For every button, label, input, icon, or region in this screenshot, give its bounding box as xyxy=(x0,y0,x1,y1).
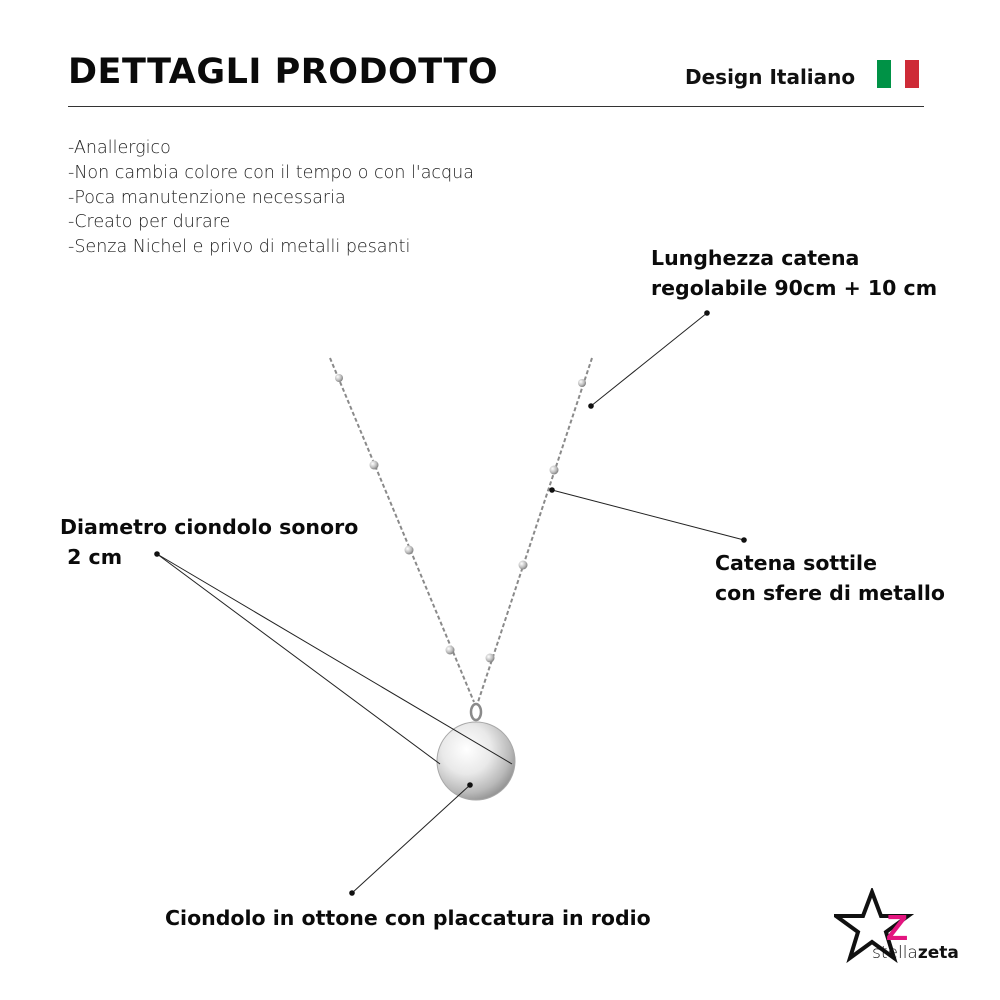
feature-item: -Anallergico xyxy=(68,138,171,158)
chain-length-line-2: regolabile 90cm + 10 cm xyxy=(651,276,938,300)
chain-bead xyxy=(335,374,343,382)
callout-line-chain xyxy=(552,490,744,540)
chain-bead xyxy=(370,461,379,470)
callout-dot xyxy=(349,890,355,896)
chain-type-line-1: Catena sottile xyxy=(715,551,877,575)
chain-type-label xyxy=(715,548,945,608)
chain-bead xyxy=(550,466,559,475)
chain-bead xyxy=(405,546,414,555)
chain-right xyxy=(478,358,592,702)
chain-bead xyxy=(486,654,495,663)
callout-line-diameter-bottom xyxy=(157,554,440,764)
feature-item: -Poca manutenzione necessaria xyxy=(68,187,346,208)
chain-length-line-1: Lunghezza catena xyxy=(651,246,860,270)
chain-length-label xyxy=(651,243,937,303)
stellazeta-logo xyxy=(834,888,964,968)
chain-bead xyxy=(446,646,455,655)
design-label: Design Italiano xyxy=(685,65,856,89)
feature-item: -Creato per durare xyxy=(68,212,231,233)
callout-dot xyxy=(549,487,555,493)
pendant-ball xyxy=(437,722,515,800)
callout-line-diameter-top xyxy=(157,554,512,764)
diameter-label xyxy=(60,512,358,572)
callout-line-pendant xyxy=(352,785,470,893)
callout-dot xyxy=(704,310,710,316)
logo-word-zeta: zeta xyxy=(917,943,959,963)
pendant-bail xyxy=(471,704,481,720)
callout-line-length xyxy=(591,313,707,406)
callout-dot xyxy=(467,782,473,788)
chain-type-line-2: con sfere di metallo xyxy=(715,581,946,605)
logo-wordmark xyxy=(872,943,959,963)
pendant-label: Ciondolo in ottone con placcatura in rodio xyxy=(165,906,651,930)
callout-dot xyxy=(588,403,594,409)
feature-item: -Non cambia colore con il tempo o con l'acqua xyxy=(68,162,474,183)
chain-bead xyxy=(578,379,586,387)
chain-bead xyxy=(519,561,528,570)
feature-item: -Senza Nichel e privo di metalli pesanti xyxy=(68,237,411,258)
diameter-line-1: Diametro ciondolo sonoro xyxy=(60,515,359,539)
page-title: DETTAGLI PRODOTTO xyxy=(68,52,499,92)
logo-letter-z: Z xyxy=(886,907,908,948)
callout-dot xyxy=(741,537,747,543)
logo-word-stella: stella xyxy=(872,943,918,963)
diameter-line-2: 2 cm xyxy=(60,545,123,569)
